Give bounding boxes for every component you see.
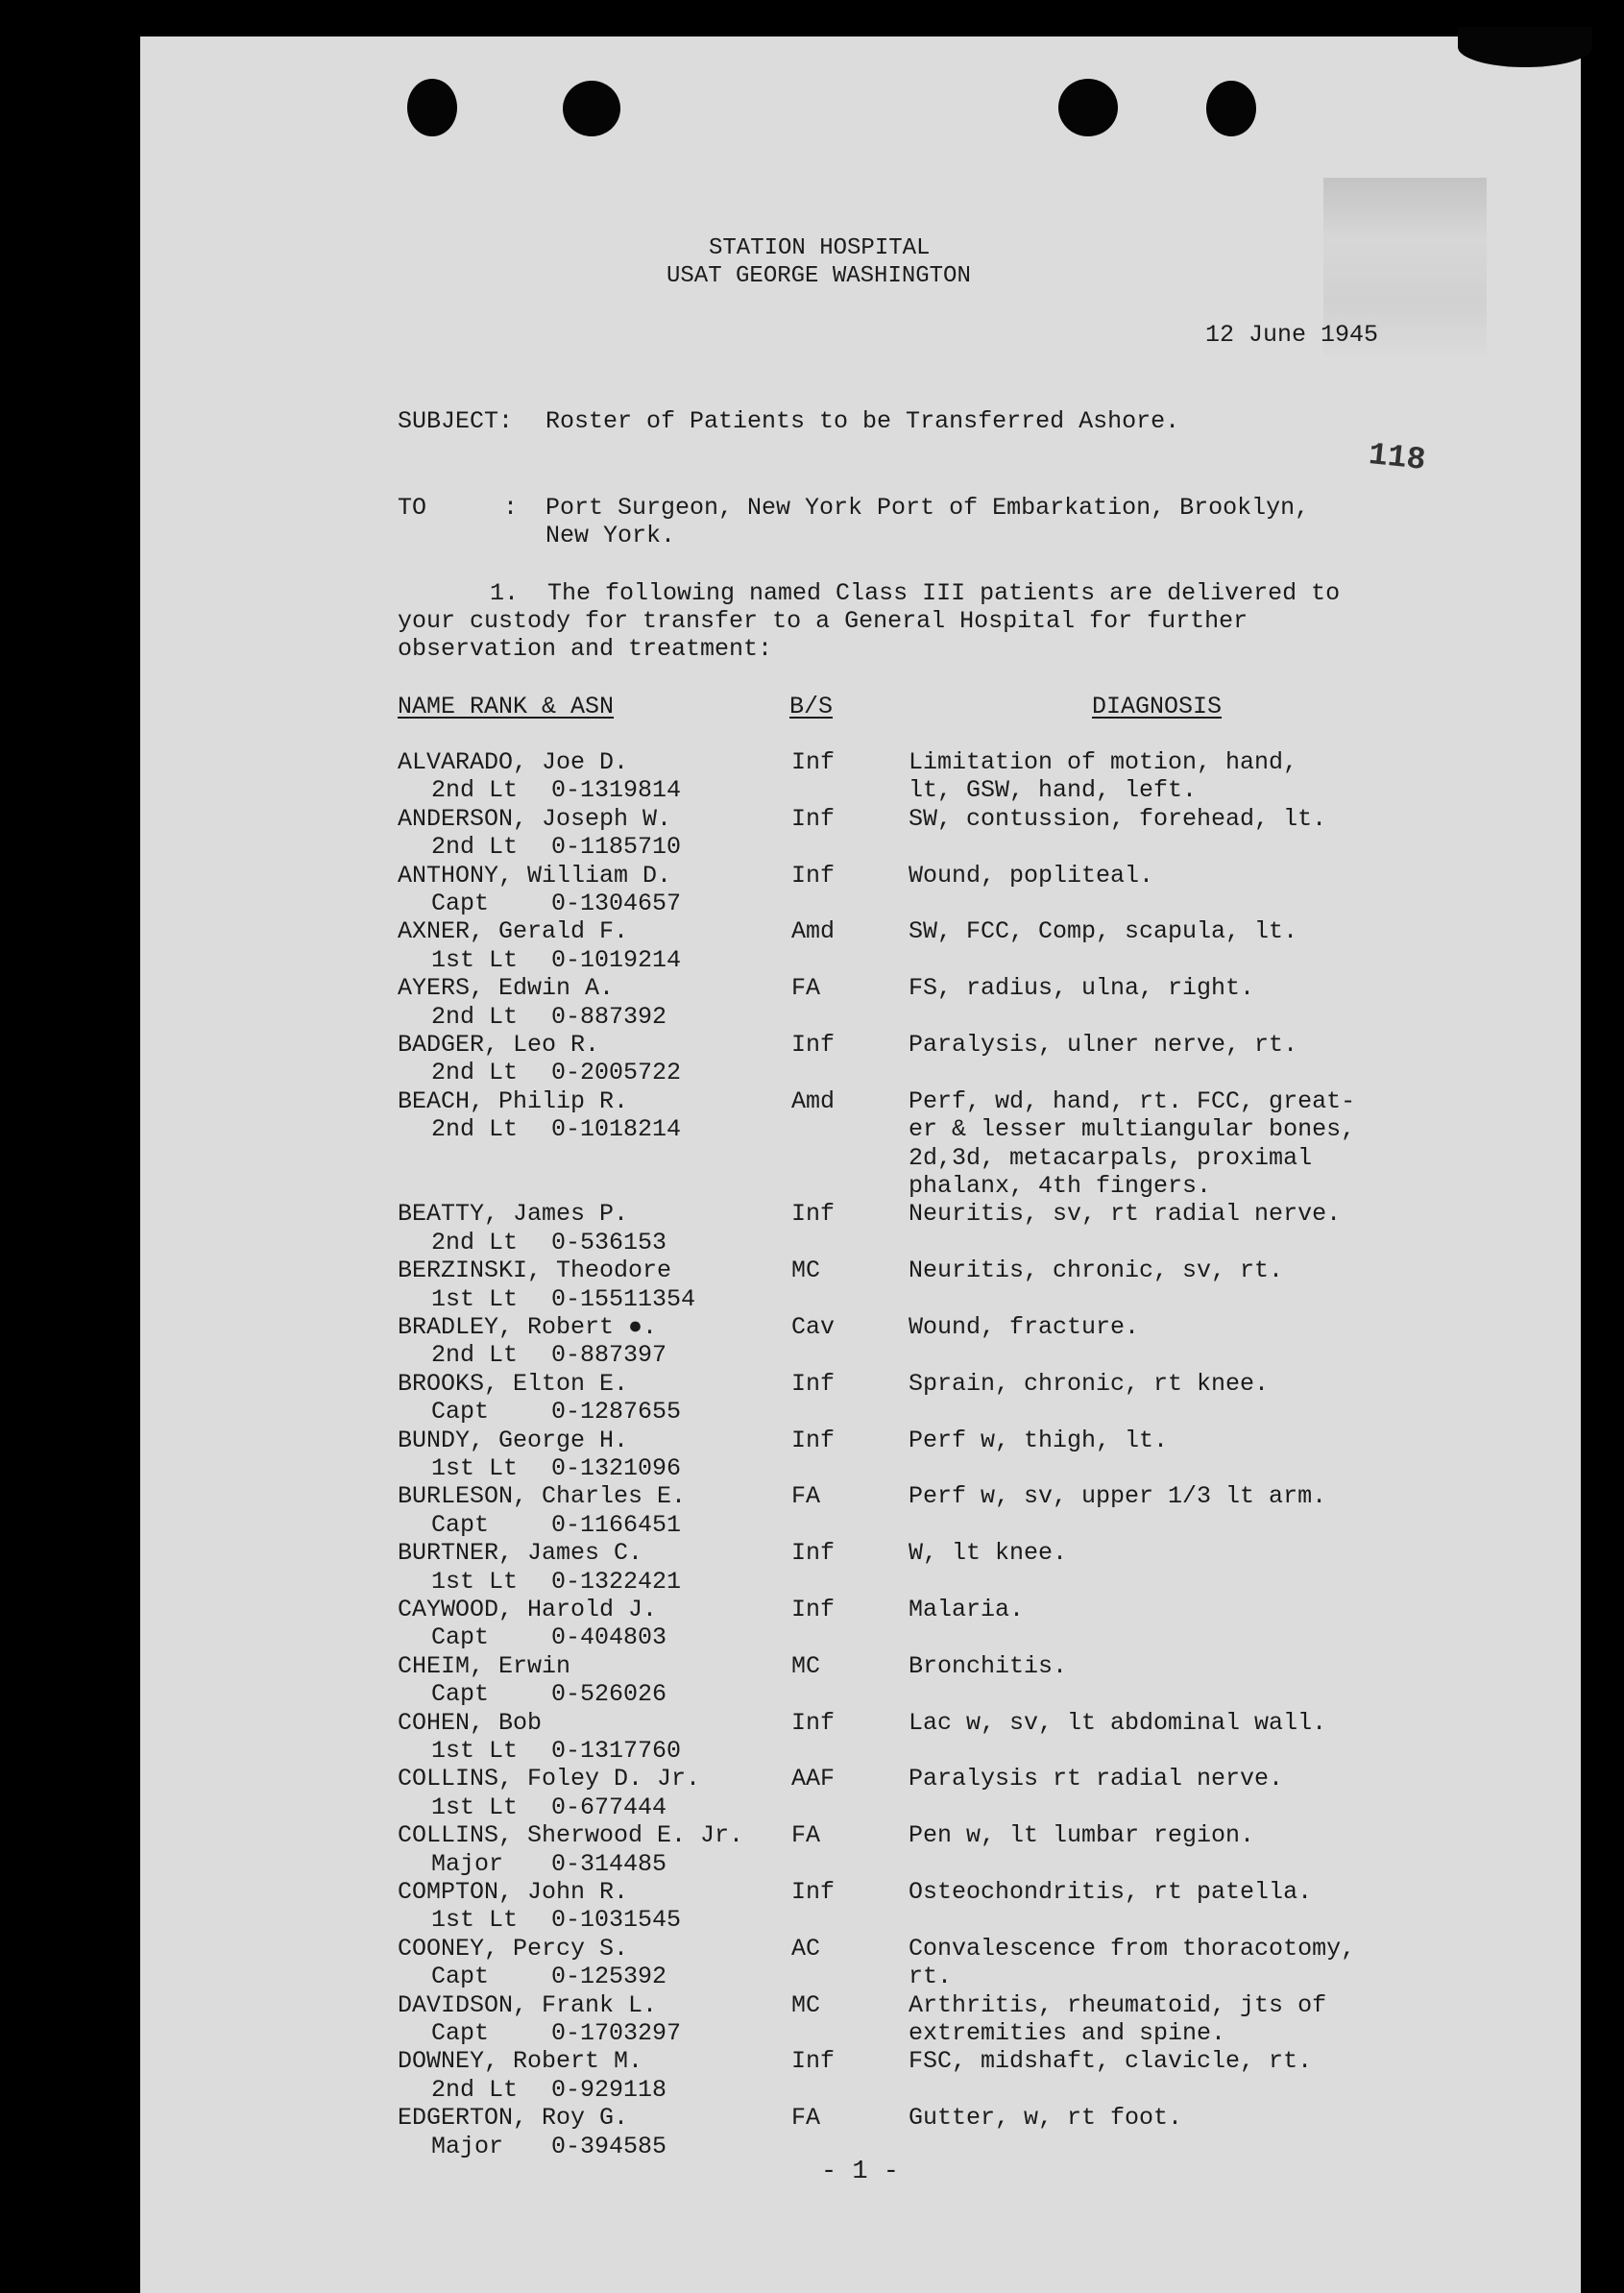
- diagnosis-line: SW, contussion, forehead, lt.: [909, 804, 1327, 833]
- patient-asn: 0-887397: [551, 1341, 667, 1370]
- diagnosis-line: phalanx, 4th fingers.: [909, 1172, 1212, 1200]
- branch-of-service: Inf: [791, 1708, 836, 1737]
- diagnosis-line: Arthritis, rheumatoid, jts of: [909, 1990, 1327, 2019]
- subject-label: SUBJECT:: [398, 407, 514, 435]
- patient-asn: 0-1703297: [551, 2019, 682, 2047]
- diagnosis-line: Pen w, lt lumbar region.: [909, 1821, 1255, 1850]
- diagnosis-line: Convalescence from thoracotomy,: [909, 1934, 1356, 1963]
- diagnosis-line: Perf, wd, hand, rt. FCC, great-: [909, 1086, 1356, 1115]
- patient-asn: 0-1319814: [551, 776, 682, 805]
- patient-asn: 0-394585: [551, 2132, 667, 2160]
- patient-rank: 2nd Lt: [431, 1341, 519, 1370]
- patient-rank: 2nd Lt: [431, 1002, 519, 1031]
- patient-rank: Capt: [431, 2019, 490, 2047]
- hospital-name: STATION HOSPITAL: [709, 235, 931, 261]
- branch-of-service: Inf: [791, 1596, 836, 1623]
- patient-rank: 2nd Lt: [431, 1059, 519, 1087]
- patient-rank: 1st Lt: [431, 1284, 519, 1313]
- patient-name: CAYWOOD, Harold J.: [398, 1596, 658, 1623]
- branch-of-service: AAF: [791, 1765, 836, 1793]
- binder-hole: [563, 81, 620, 136]
- patient-asn: 0-125392: [551, 1963, 667, 1991]
- diagnosis-line: lt, GSW, hand, left.: [909, 776, 1198, 805]
- branch-of-service: Inf: [791, 748, 836, 776]
- patient-rank: Major: [431, 2132, 504, 2160]
- diagnosis-line: 2d,3d, metacarpals, proximal: [909, 1143, 1313, 1172]
- patient-name: BADGER, Leo R.: [398, 1031, 600, 1059]
- patient-rank: 2nd Lt: [431, 833, 519, 862]
- diagnosis-line: Lac w, sv, lt abdominal wall.: [909, 1708, 1327, 1737]
- patient-name: COONEY, Percy S.: [398, 1934, 629, 1963]
- patient-asn: 0-1018214: [551, 1115, 682, 1144]
- paragraph-line1: 1. The following named Class III patients are delivered to: [490, 579, 1341, 607]
- patient-rank: 2nd Lt: [431, 1228, 519, 1256]
- patient-rank: 1st Lt: [431, 1793, 519, 1821]
- patient-rank: 1st Lt: [431, 1567, 519, 1596]
- binder-hole: [1458, 27, 1592, 67]
- paragraph-line3: observation and treatment:: [398, 635, 773, 663]
- patient-name: COMPTON, John R.: [398, 1878, 629, 1906]
- branch-of-service: MC: [791, 1990, 821, 2019]
- to-label: TO: [398, 494, 427, 522]
- branch-of-service: Inf: [791, 1539, 836, 1568]
- diagnosis-line: Neuritis, chronic, sv, rt.: [909, 1256, 1284, 1285]
- patient-name: BROOKS, Elton E.: [398, 1369, 629, 1398]
- page-number: - 1 -: [821, 2158, 900, 2186]
- column-header-diagnosis: DIAGNOSIS: [1092, 693, 1223, 720]
- binder-hole: [1058, 79, 1118, 136]
- branch-of-service: MC: [791, 1256, 821, 1285]
- patient-asn: 0-1031545: [551, 1906, 682, 1935]
- patient-name: BEACH, Philip R.: [398, 1086, 629, 1115]
- diagnosis-line: Limitation of motion, hand,: [909, 748, 1298, 776]
- diagnosis-line: Sprain, chronic, rt knee.: [909, 1369, 1270, 1398]
- patient-name: ANTHONY, William D.: [398, 861, 672, 890]
- branch-of-service: FA: [791, 1821, 821, 1850]
- diagnosis-line: Paralysis, ulner nerve, rt.: [909, 1031, 1298, 1059]
- document-date: 12 June 1945: [1205, 321, 1379, 349]
- diagnosis-line: rt.: [909, 1963, 953, 1991]
- patient-name: COLLINS, Sherwood E. Jr.: [398, 1821, 744, 1850]
- patient-asn: 0-404803: [551, 1623, 667, 1652]
- branch-of-service: Cav: [791, 1313, 836, 1341]
- patient-rank: 2nd Lt: [431, 1115, 519, 1144]
- patient-name: BURTNER, James C.: [398, 1539, 643, 1568]
- patient-asn: 0-887392: [551, 1002, 667, 1031]
- branch-of-service: Inf: [791, 1200, 836, 1229]
- branch-of-service: Inf: [791, 2047, 836, 2076]
- patient-asn: 0-1185710: [551, 833, 682, 862]
- branch-of-service: Inf: [791, 804, 836, 833]
- diagnosis-line: Neuritis, sv, rt radial nerve.: [909, 1200, 1342, 1229]
- patient-rank: 2nd Lt: [431, 776, 519, 805]
- handwritten-file-number: 118: [1367, 436, 1428, 479]
- branch-of-service: MC: [791, 1651, 821, 1680]
- patient-asn: 0-929118: [551, 2075, 667, 2104]
- diagnosis-line: Bronchitis.: [909, 1651, 1068, 1680]
- diagnosis-line: Perf w, thigh, lt.: [909, 1426, 1169, 1454]
- patient-rank: Capt: [431, 890, 490, 917]
- patient-asn: 0-314485: [551, 1849, 667, 1878]
- patient-asn: 0-1321096: [551, 1454, 682, 1482]
- binder-hole: [407, 79, 457, 136]
- patient-asn: 0-1287655: [551, 1398, 682, 1427]
- diagnosis-line: Paralysis rt radial nerve.: [909, 1765, 1284, 1793]
- patient-name: BERZINSKI, Theodore: [398, 1256, 672, 1285]
- binder-hole: [1206, 81, 1256, 136]
- diagnosis-line: extremities and spine.: [909, 2019, 1226, 2047]
- patient-rank: Major: [431, 1849, 504, 1878]
- branch-of-service: FA: [791, 974, 821, 1003]
- branch-of-service: FA: [791, 1482, 821, 1511]
- patient-asn: 0-1019214: [551, 945, 682, 974]
- patient-name: COLLINS, Foley D. Jr.: [398, 1765, 701, 1793]
- patient-asn: 0-15511354: [551, 1284, 696, 1313]
- patient-asn: 0-1166451: [551, 1510, 682, 1539]
- branch-of-service: Inf: [791, 861, 836, 890]
- to-colon: :: [503, 494, 519, 522]
- diagnosis-line: FSC, midshaft, clavicle, rt.: [909, 2047, 1313, 2076]
- ship-name: USAT GEORGE WASHINGTON: [667, 263, 971, 289]
- patient-asn: 0-1304657: [551, 890, 682, 917]
- patient-name: BEATTY, James P.: [398, 1200, 629, 1229]
- patient-name: COHEN, Bob: [398, 1708, 543, 1737]
- patient-name: DOWNEY, Robert M.: [398, 2047, 643, 2076]
- to-address-line2: New York.: [545, 522, 676, 549]
- patient-asn: 0-1317760: [551, 1737, 682, 1765]
- patient-name: BUNDY, George H.: [398, 1426, 629, 1454]
- to-address-line1: Port Surgeon, New York Port of Embarkation, Brooklyn,: [545, 494, 1310, 522]
- patient-rank: Capt: [431, 1510, 490, 1539]
- patient-rank: 1st Lt: [431, 1454, 519, 1482]
- patient-name: BURLESON, Charles E.: [398, 1482, 687, 1511]
- diagnosis-line: er & lesser multiangular bones,: [909, 1115, 1356, 1144]
- column-header-bs: B/S: [789, 693, 834, 720]
- branch-of-service: Inf: [791, 1878, 836, 1906]
- branch-of-service: Amd: [791, 917, 836, 946]
- branch-of-service: Amd: [791, 1086, 836, 1115]
- patient-rank: Capt: [431, 1963, 490, 1991]
- diagnosis-line: Wound, popliteal.: [909, 861, 1154, 890]
- patient-rank: Capt: [431, 1623, 490, 1652]
- patient-asn: 0-2005722: [551, 1059, 682, 1087]
- patient-rank: Capt: [431, 1398, 490, 1427]
- diagnosis-line: Gutter, w, rt foot.: [909, 2104, 1183, 2133]
- branch-of-service: AC: [791, 1934, 821, 1963]
- branch-of-service: Inf: [791, 1369, 836, 1398]
- patient-asn: 0-677444: [551, 1793, 667, 1821]
- patient-name: ALVARADO, Joe D.: [398, 748, 629, 776]
- patient-name: EDGERTON, Roy G.: [398, 2104, 629, 2133]
- patient-rank: 2nd Lt: [431, 2075, 519, 2104]
- patient-asn: 0-1322421: [551, 1567, 682, 1596]
- document-page: [140, 37, 1581, 2293]
- subject-text: Roster of Patients to be Transferred Ashore.: [545, 407, 1180, 435]
- diagnosis-line: Wound, fracture.: [909, 1313, 1140, 1341]
- branch-of-service: Inf: [791, 1426, 836, 1454]
- patient-name: DAVIDSON, Frank L.: [398, 1990, 658, 2019]
- branch-of-service: Inf: [791, 1031, 836, 1059]
- diagnosis-line: W, lt knee.: [909, 1539, 1068, 1568]
- patient-asn: 0-536153: [551, 1228, 667, 1256]
- patient-rank: 1st Lt: [431, 945, 519, 974]
- patient-name: ANDERSON, Joseph W.: [398, 804, 672, 833]
- patient-name: BRADLEY, Robert ●.: [398, 1313, 658, 1341]
- patient-rank: Capt: [431, 1680, 490, 1709]
- patient-asn: 0-526026: [551, 1680, 667, 1709]
- diagnosis-line: FS, radius, ulna, right.: [909, 974, 1255, 1003]
- patient-name: AXNER, Gerald F.: [398, 917, 629, 946]
- column-header-name: NAME RANK & ASN: [398, 693, 615, 720]
- paragraph-line2: your custody for transfer to a General Hospital for further: [398, 607, 1248, 635]
- patient-rank: 1st Lt: [431, 1906, 519, 1935]
- diagnosis-line: Malaria.: [909, 1596, 1025, 1623]
- patient-rank: 1st Lt: [431, 1737, 519, 1765]
- patient-name: CHEIM, Erwin: [398, 1651, 571, 1680]
- branch-of-service: FA: [791, 2104, 821, 2133]
- diagnosis-line: Osteochondritis, rt patella.: [909, 1878, 1313, 1906]
- diagnosis-line: SW, FCC, Comp, scapula, lt.: [909, 917, 1298, 946]
- diagnosis-line: Perf w, sv, upper 1/3 lt arm.: [909, 1482, 1327, 1511]
- patient-name: AYERS, Edwin A.: [398, 974, 615, 1003]
